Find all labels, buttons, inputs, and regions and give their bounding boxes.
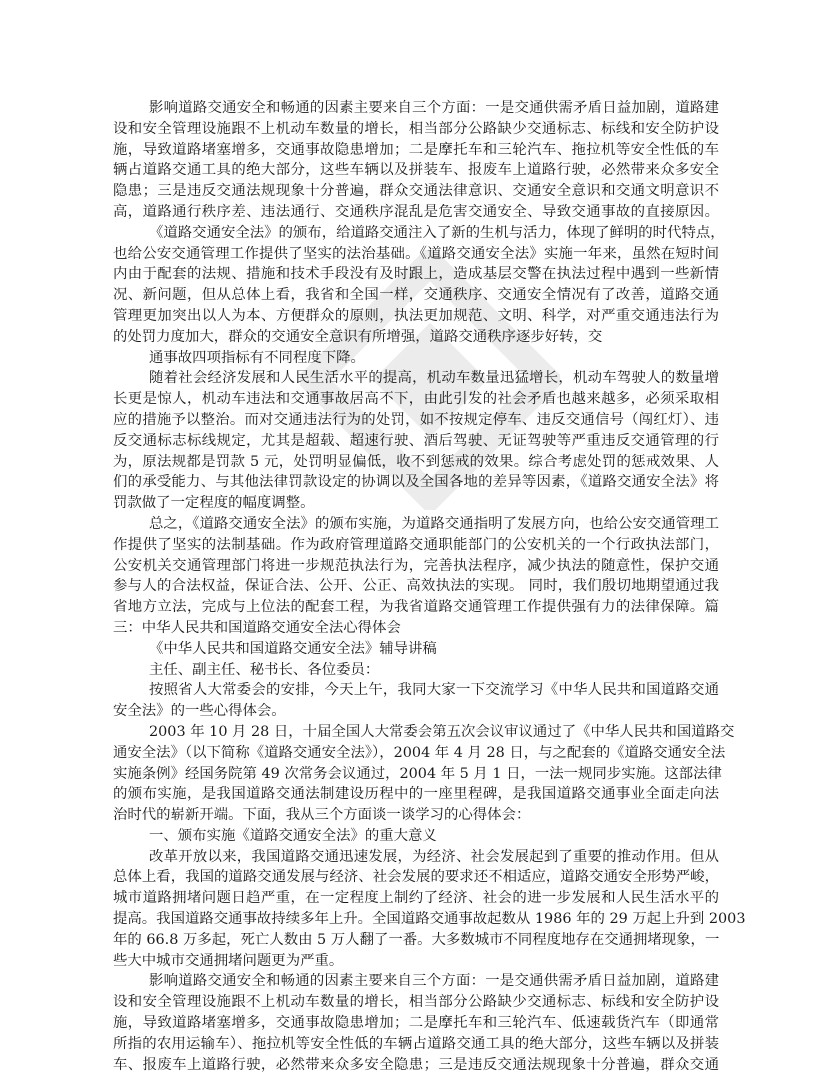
text-line: 城市道路拥堵问题日趋严重，在一定程度上制约了经济、社会的进一步发展和人民生活水平的 [113, 890, 719, 907]
text-line: 为，原法规都是罚款 5 元，处罚明显偏低，收不到惩戒的效果。综合考虑处罚的惩戒效果、人 [113, 453, 719, 470]
text-line: 实施条例》经国务院第 49 次常务会议通过，2004 年 5 月 1 日，一法一规同步实施。这部法律 [113, 765, 722, 782]
text-line: 施，导致道路堵塞增多，交通事故隐患增加；二是摩托车和三轮汽车、低速载货汽车（即通常 [113, 1015, 719, 1032]
text-line: 设和安全管理设施跟不上机动车数量的增长，相当部分公路缺少交通标志、标线和安全防护设 [113, 994, 719, 1011]
text-line: 总体上看，我国的道路交通发展与经济、社会发展的要求还不相适应，道路交通安全形势严峻， [113, 869, 719, 886]
text-line: 安全法》的一些心得体会。 [113, 703, 286, 720]
text-line: 随着社会经济发展和人民生活水平的提高，机动车数量迅猛增长，机动车驾驶人的数量增 [149, 370, 719, 387]
text-line: 改革开放以来，我国道路交通迅速发展，为经济、社会发展起到了重要的推动作用。但从 [149, 848, 719, 865]
text-line: 《道路交通安全法》的颁布，给道路交通注入了新的生机与活力，体现了鲜明的时代特点， [149, 224, 725, 241]
text-line: 影响道路交通安全和畅通的因素主要来自三个方面：一是交通供需矛盾日益加剧，道路建 [149, 973, 719, 990]
text-line: 辆占道路交通工具的绝大部分，这些车辆以及拼装车、报废车上道路行驶，必然带来众多安全 [113, 162, 719, 179]
text-line: 所指的农用运输车）、拖拉机等安全性低的车辆占道路交通工具的绝大部分，这些车辆以及拼装 [113, 1035, 719, 1052]
text-line: 车、报废车上道路行驶，必然带来众多安全隐患；三是违反交通法规现象十分普遍，群众交通 [113, 1056, 719, 1073]
text-line: 反交通标志标线规定，尤其是超载、超速行驶、酒后驾驶、无证驾驶等严重违反交通管理的行 [113, 432, 719, 449]
text-line: 通安全法》（以下简称《道路交通安全法》），2004 年 4 月 28 日，与之配套的《道路交通安全法 [113, 744, 726, 761]
text-line: 一、颁布实施《道路交通安全法》的重大意义 [149, 827, 437, 844]
text-line: 《中华人民共和国道路交通安全法》辅导讲稿 [149, 640, 437, 657]
text-line: 的处罚力度加大，群众的交通安全意识有所增强，道路交通秩序逐步好转，交 [113, 328, 603, 345]
text-line: 参与人的合法权益，保证合法、公开、公正、高效执法的实现。 同时，我们殷切地期望通过我 [113, 578, 719, 595]
text-line: 施，导致道路堵塞增多，交通事故隐患增加；二是摩托车和三轮汽车、拖拉机等安全性低的车 [113, 141, 719, 158]
text-line: 们的承受能力、与其他法律罚款设定的协调以及全国各地的差异等因素，《道路交通安全法》将 [113, 474, 719, 491]
text-line: 罚款做了一定程度的幅度调整。 [113, 495, 315, 512]
text-line: 也给公安交通管理工作提供了坚实的法治基础。《道路交通安全法》实施一年来，虽然在短时间 [113, 245, 719, 262]
text-line: 三：中华人民共和国道路交通安全法心得体会 [113, 619, 401, 636]
text-line: 长更是惊人，机动车违法和交通事故居高不下，由此引发的社会矛盾也越来越多，必须采取相 [113, 391, 719, 408]
text-line: 设和安全管理设施跟不上机动车数量的增长，相当部分公路缺少交通标志、标线和安全防护设 [113, 120, 719, 137]
text-line: 些大中城市交通拥堵问题更为严重。 [113, 952, 344, 969]
text-line: 总之，《道路交通安全法》的颁布实施，为道路交通指明了发展方向，也给公安交通管理工 [149, 515, 719, 532]
text-line: 内由于配套的法规、措施和技术手段没有及时跟上，造成基层交警在执法过程中遇到一些新情 [113, 266, 719, 283]
text-line: 按照省人大常委会的安排，今天上午，我同大家一下交流学习《中华人民共和国道路交通 [149, 682, 719, 699]
text-line: 的颁布实施，是我国道路交通法制建设历程中的一座里程碑，是我国道路交通事业全面走向法 [113, 786, 719, 803]
text-line: 管理更加突出以人为本、方便群众的原则，执法更加规范、文明、科学，对严重交通违法行为 [113, 307, 719, 324]
text-line: 年的 66.8 万多起，死亡人数由 5 万人翻了一番。大多数城市不同程度地存在交通拥堵现象，一 [113, 931, 720, 948]
text-line: 2003 年 10 月 28 日，十届全国人大常委会第五次会议审议通过了《中华人民共和国道路交 [149, 723, 735, 740]
text-line: 公安机关交通管理部门将进一步规范执法行为，完善执法程序，减少执法的随意性，保护交通 [113, 557, 719, 574]
text-line: 提高。我国道路交通事故持续多年上升。全国道路交通事故起数从 1986 年的 29 万起上升到 2003 [113, 911, 746, 928]
text-line: 主任、副主任、秘书长、各位委员： [149, 661, 380, 678]
text-line: 作提供了坚实的法制基础。作为政府管理道路交通职能部门的公安机关的一个行政执法部门， [113, 536, 719, 553]
text-line: 隐患；三是违反交通法规现象十分普遍，群众交通法律意识、交通安全意识和交通文明意识不 [113, 183, 719, 200]
text-line: 影响道路交通安全和畅通的因素主要来自三个方面：一是交通供需矛盾日益加剧，道路建 [149, 100, 719, 116]
text-line: 应的措施予以整治。而对交通违法行为的处罚，如不按规定停车、违反交通信号（闯红灯）、违 [113, 411, 719, 428]
document-body [113, 98, 746, 1075]
text-line: 况、新问题，但从总体上看，我省和全国一样，交通秩序、交通安全情况有了改善，道路交通 [113, 287, 719, 304]
text-line: 高，道路通行秩序差、违法通行、交通秩序混乱是危害交通安全、导致交通事故的直接原因。 [113, 203, 719, 220]
text-line: 治时代的崭新开端。下面，我从三个方面谈一谈学习的心得体会： [113, 807, 531, 824]
text-line: 通事故四项指标有不同程度下降。 [149, 349, 365, 366]
text-line: 省地方立法，完成与上位法的配套工程，为我省道路交通管理工作提供强有力的法律保障。篇 [113, 599, 719, 616]
